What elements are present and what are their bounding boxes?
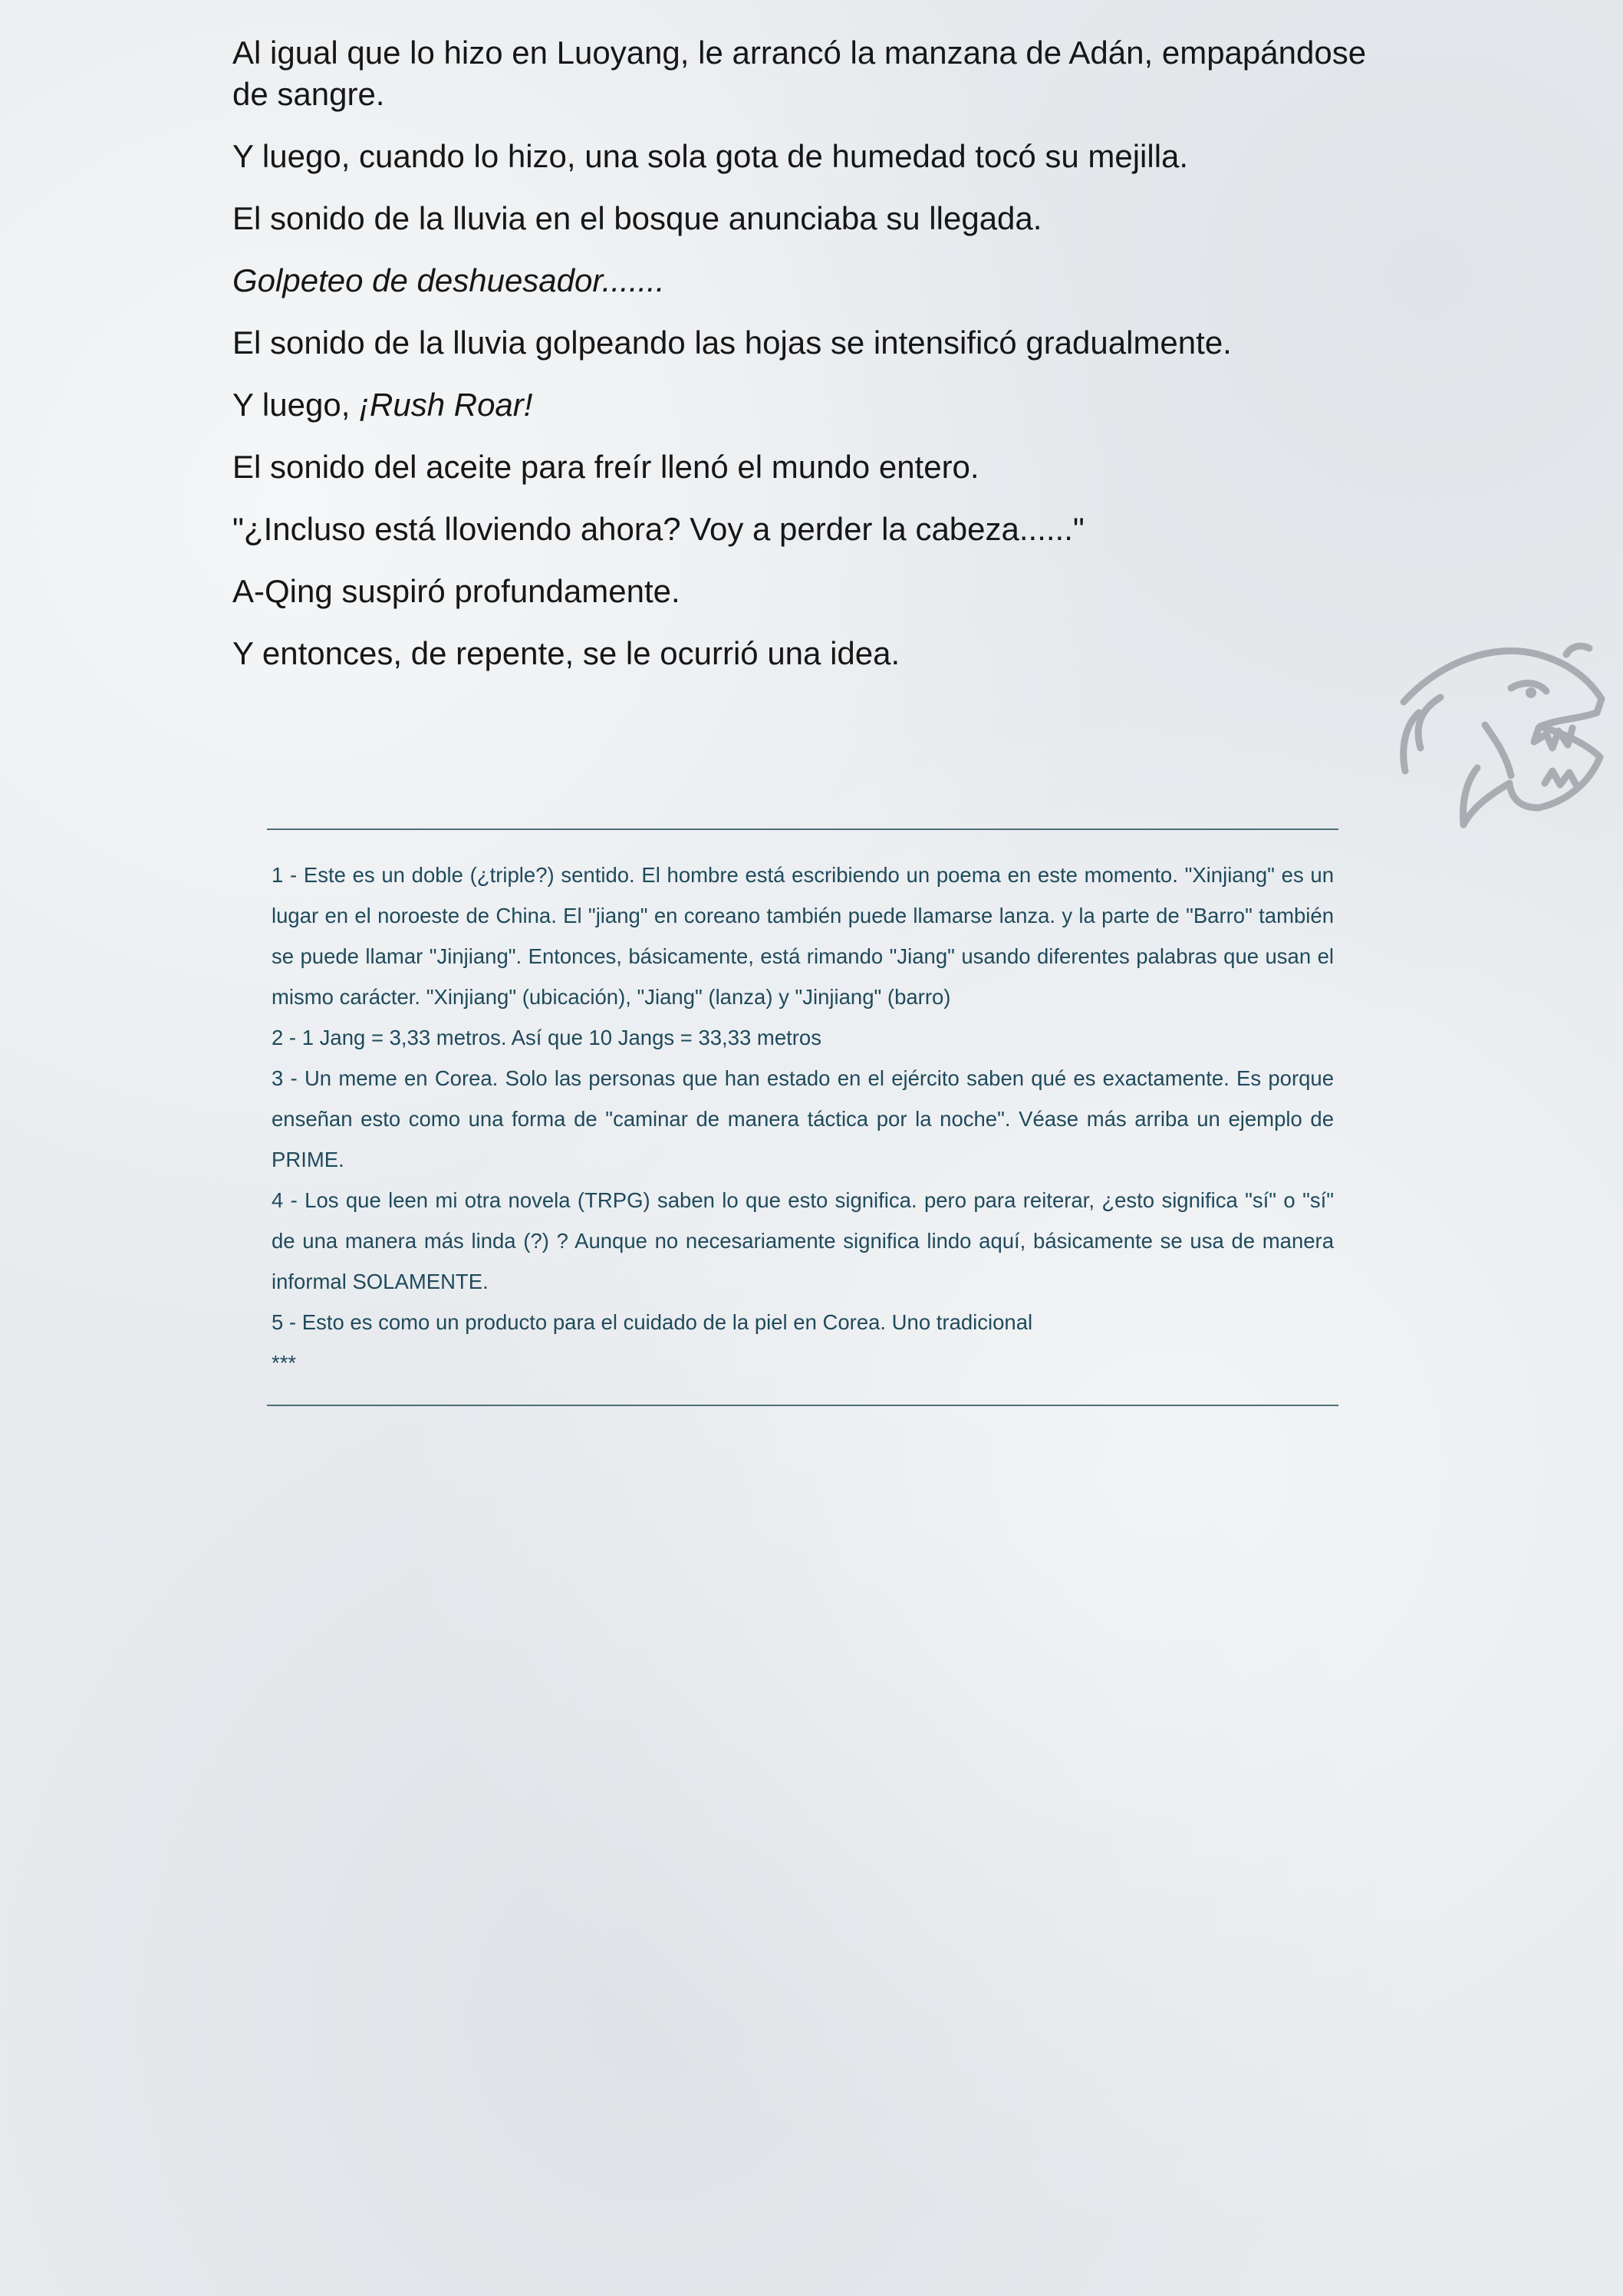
story-sound-effect: ¡Rush Roar! [359,387,533,423]
story-text-fragment: Y luego, [232,387,360,423]
story-paragraph-dialogue: "¿Incluso está lloviendo ahora? Voy a perder la cabeza......" [232,511,1085,547]
story-paragraph: El sonido de la lluvia golpeando las hojas se intensificó gradualmente. [232,324,1232,361]
footnote-2: 2 - 1 Jang = 3,33 metros. Así que 10 Jangs = 33,33 metros [272,1026,821,1049]
footnote-separator: *** [272,1351,297,1375]
story-paragraph: Y entonces, de repente, se le ocurrió una idea. [232,635,900,671]
story-paragraph-sound-effect: Golpeteo de deshuesador....... [232,262,665,298]
footnotes-section [267,828,1338,1406]
footnotes-bottom-divider [267,1405,1338,1406]
story-paragraph: Al igual que lo hizo en Luoyang, le arrancó la manzana de Adán, empapándose de sangre. [232,35,1367,112]
dinosaur-head-icon [1396,633,1618,832]
footnote-4: 4 - Los que leen mi otra novela (TRPG) saben lo que esto significa. pero para reiterar, ¿esto significa "sí" o "sí" de una manera más linda (?) ? Aunque no necesariamente significa lindo aquí, básicamente se usa de manera informal SOLAMENTE. [272,1188,1334,1293]
story-text [232,32,1398,695]
story-paragraph: El sonido del aceite para freír llenó el mundo entero. [232,449,979,485]
footnote-3: 3 - Un meme en Corea. Solo las personas que han estado en el ejército saben qué es exactamente. Es porque enseñan esto como una forma de "caminar de manera táctica por la noche". Véase más arriba un ejemplo de PRIME. [272,1066,1334,1171]
footnote-5: 5 - Esto es como un producto para el cuidado de la piel en Corea. Uno tradicional [272,1310,1033,1334]
footnote-1: 1 - Este es un doble (¿triple?) sentido. El hombre está escribiendo un poema en este momento. "Xinjiang" es un lugar en el noroeste de China. El "jiang" en coreano también puede llamarse lanza. y la parte de "Barro" también se puede llamar "Jinjiang". Entonces, básicamente, está rimando "Jiang" usando diferentes palabras que usan el mismo carácter. "Xinjiang" (ubicación), "Jiang" (lanza) y "Jinjiang" (barro) [272,863,1334,1009]
story-paragraph: El sonido de la lluvia en el bosque anunciaba su llegada. [232,200,1042,236]
story-paragraph: Y luego, cuando lo hizo, una sola gota de humedad tocó su mejilla. [232,138,1189,174]
story-paragraph [232,384,1398,426]
story-paragraph: A-Qing suspiró profundamente. [232,573,680,609]
footnotes-list [267,830,1338,1405]
